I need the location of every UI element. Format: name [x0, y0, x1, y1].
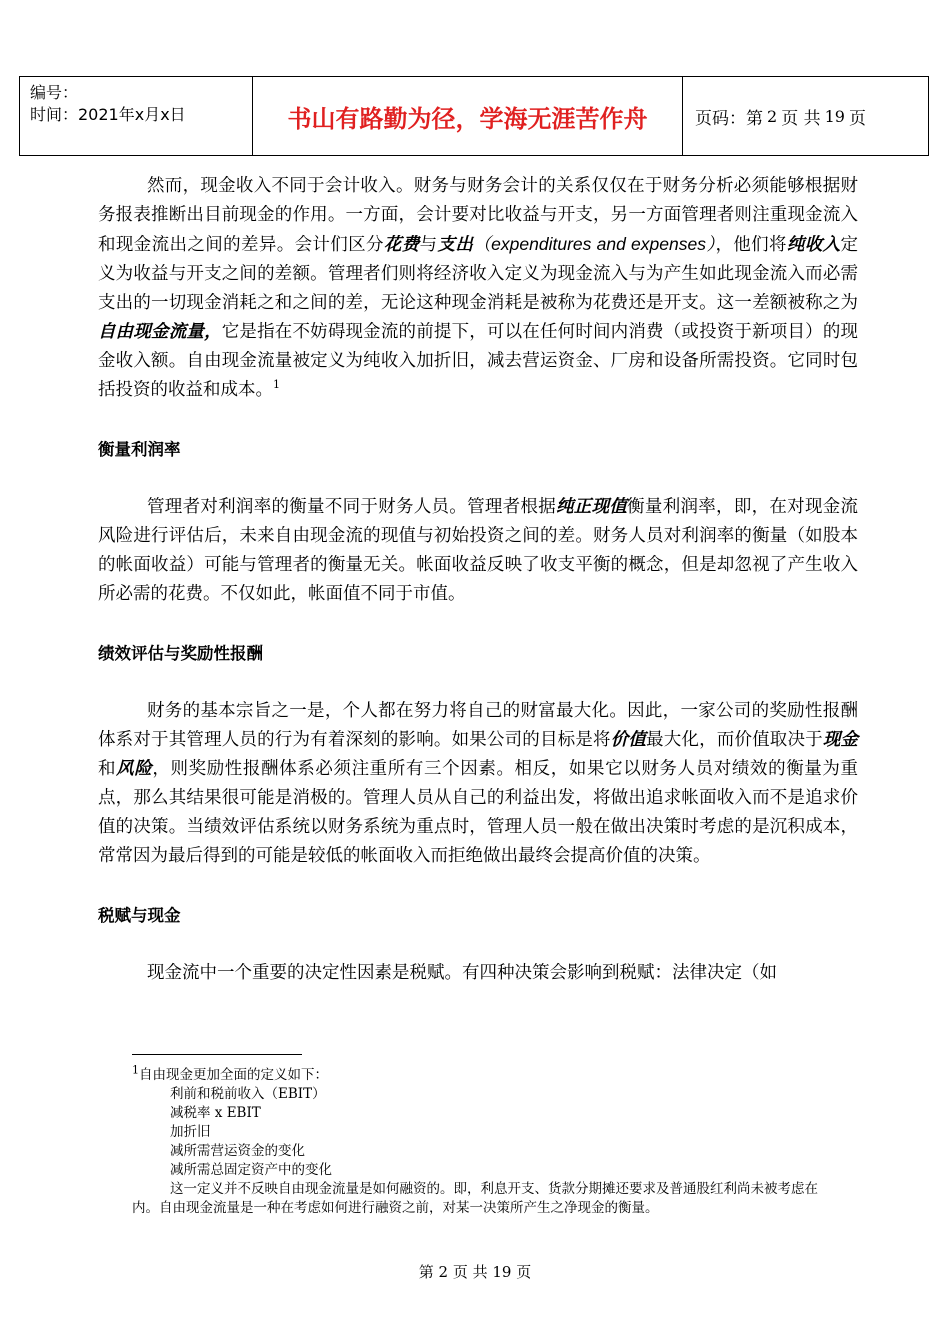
text-run: 定义为收益与开支之间的差额。管理者们则将经济收入定义为现金流入与为产生如此现金流入而必需支出的一切现金消耗之和之间的差，无论这种现金消耗是被称为花费还是开支。这一差额被称之为 [98, 235, 859, 313]
header-page-current: 2 [767, 106, 778, 126]
footnote-item: 减所需总固定资产中的变化 [170, 1162, 332, 1178]
text-run: 管理者对利润率的衡量不同于财务人员。管理者根据 [147, 497, 556, 517]
header-page-total: 19 [824, 106, 845, 126]
text-run: ，他们将 [715, 235, 787, 255]
paragraph-cash-income [98, 172, 858, 405]
footnote-closing: 这一定义并不反映自由现金流量是如何融资的。即，利息开支、货款分期摊还要求及普通股红利尚未被考虑在内。自由现金流量是一种在考虑如何进行融资之前，对某一决策所产生之净现金的衡量。 [132, 1181, 818, 1216]
footnote [132, 1063, 832, 1218]
header-number: 编号： [30, 83, 79, 102]
footnote-intro [132, 1063, 832, 1085]
page-footer: 第 2 页 共 19 页 [418, 1263, 532, 1281]
english-terms: （expenditures and expenses） [473, 234, 716, 254]
document-body [98, 172, 858, 988]
document-header [19, 76, 929, 156]
term-risk: 风险 [116, 759, 153, 779]
footnote-intro-text: 自由现金更加全面的定义如下： [139, 1067, 328, 1083]
section-heading-profitability: 衡量利润率 [98, 440, 181, 459]
term-net-income: 纯收入 [786, 235, 841, 255]
footnote-mark: 1 [132, 1063, 139, 1077]
section-heading-taxes: 税赋与现金 [98, 906, 181, 925]
paragraph-taxes: 现金流中一个重要的决定性因素是税赋。有四种决策会影响到税赋：法律决定（如 [147, 963, 777, 983]
footnote-item: 减税率 x EBIT [170, 1105, 261, 1121]
text-run: 与 [419, 235, 438, 255]
term-cash: 现金 [822, 730, 859, 750]
header-date: 时间：2021年x月x日 [30, 105, 186, 124]
paragraph-performance [98, 697, 858, 871]
text-run: ，则奖励性报酬体系必须注重所有三个因素。相反，如果它以财务人员对绩效的衡量为重点，那么其结果很可能是消极的。管理人员从自己的利益出发，将做出追求帐面收入而不是追求价值的决策。当绩效评估系统以财务系统为重点时，管理人员一般在做出决策时考虑的是沉积成本，常常因为最后得到的可能是较低的帐面收入而拒绝做出最终会提高价值的决策。 [98, 759, 859, 866]
term-value: 价值 [610, 730, 647, 750]
header-meta-cell [20, 77, 253, 155]
text-run: 然而，现金收入不同于会计收入。财务与财务会计的关系仅仅在于财务分析必须能够根据财务报表推断出目前现金的作用。一方面，会计要对比收益与开支，另一方面管理者则注重现金流入和现金流出之间的差异。会计们区分 [98, 176, 858, 255]
footnote-ref[interactable]: 1 [273, 378, 280, 392]
footnote-item: 加折旧 [170, 1124, 211, 1140]
header-page-mid: 页 共 [781, 108, 821, 129]
section-heading-performance: 绩效评估与奖励性报酬 [98, 644, 263, 663]
text-run: 它是指在不妨碍现金流的前提下，可以在任何时间内消费（或投资于新项目）的现金收入额。自由现金流量被定义为纯收入加折旧，减去营运资金、厂房和设备所需投资。它同时包括投资的收益和成本。 [98, 322, 858, 400]
header-motto: 书山有路勤为径，学海无涯苦作舟 [253, 77, 683, 155]
header-page-info [683, 77, 928, 155]
paragraph-profitability [98, 493, 858, 609]
header-page-suffix: 页 [848, 108, 866, 129]
text-run: 衡量利润率，即，在对现金流风险进行评估后，未来自由现金流的现值与初始投资之间的差。财务人员对利润率的衡量（如股本的帐面收益）可能与管理者的衡量无关。帐面收益反映了收支平衡的概念，但是却忽视了产生收入所必需的花费。不仅如此，帐面值不同于市值。 [98, 497, 859, 604]
text-run: 和 [98, 759, 117, 779]
term-free-cash-flow: 自由现金流量， [98, 322, 222, 342]
term-expenditure: 花费 [383, 235, 420, 255]
header-page-prefix: 页码：第 [695, 108, 763, 129]
footnote-item: 利前和税前收入（EBIT） [170, 1086, 326, 1102]
term-npv: 纯正现值 [556, 497, 628, 517]
footnote-item: 减所需营运资金的变化 [170, 1143, 305, 1159]
term-expense: 支出 [437, 235, 474, 255]
text-run: 最大化，而价值取决于 [646, 730, 823, 750]
footnote-separator [132, 1054, 302, 1055]
text-run: 财务的基本宗旨之一是，个人都在努力将自己的财富最大化。因此，一家公司的奖励性报酬体系对于其管理人员的行为有着深刻的影响。如果公司的目标是将 [98, 701, 858, 750]
